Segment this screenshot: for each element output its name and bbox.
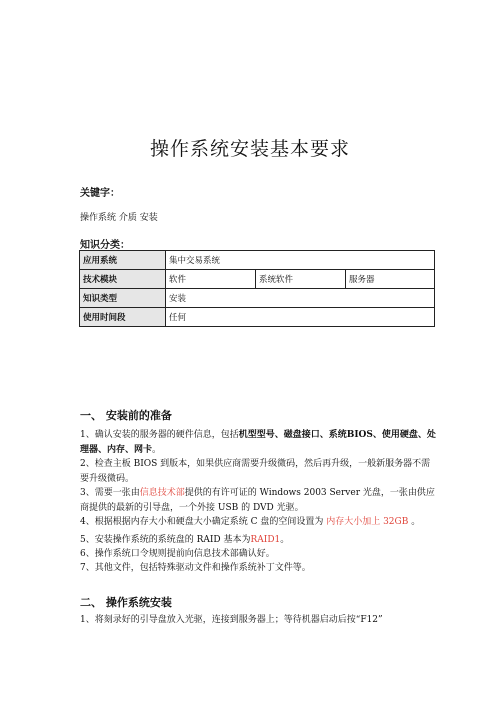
section-heading-installation: 二、 操作系统安装 — [80, 596, 172, 609]
highlighted-text: 信息技术部 — [139, 488, 185, 498]
table-row — [80, 251, 435, 270]
highlighted-text: 内存大小加上 32GB — [326, 517, 409, 527]
text-span: 1、确认安装的服务器的硬件信息，包括 — [80, 430, 239, 440]
text-span: 4、根据根据内存大小和硬盘大小确定系统 C 盘的空间设置为 — [80, 517, 327, 527]
table-cell: 安装 — [166, 289, 435, 308]
info-table — [79, 250, 435, 327]
paragraph-8: 1、将刻录好的引导盘放入光驱，连接到服务器上；等待机器启动后按“F12” — [80, 615, 383, 625]
text-span: 。 — [408, 517, 421, 527]
table-cell: 集中交易系统 — [166, 251, 435, 270]
paragraph-3 — [80, 486, 436, 515]
table-row — [80, 308, 435, 327]
page-title: 操作系统安装基本要求 — [149, 138, 350, 160]
keywords-text: 操作系统 介质 安装 — [80, 213, 158, 223]
paragraph-4 — [80, 515, 436, 530]
text-span: 提供的有许可证的 Windows 2003 Server 光盘，一张由供应商提供的最新的引导盘，一个外接 USB 的 DVD 光驱。 — [80, 488, 435, 513]
section-heading-preparation: 一、 安装前的准备 — [80, 409, 172, 422]
table-header-cell: 技术模块 — [80, 270, 166, 289]
highlighted-text: RAID1 — [250, 535, 281, 545]
keywords-label: 关键字： — [80, 188, 120, 199]
table-header-cell: 使用时间段 — [80, 308, 166, 327]
table-cell: 软件 — [166, 270, 256, 289]
table-cell: 任何 — [166, 308, 435, 327]
paragraph-6: 6、操作系统口令规则提前向信息技术部确认好。 — [80, 549, 275, 559]
category-label: 知识分类： — [80, 240, 130, 251]
table-row — [80, 270, 435, 289]
text-span: 。 — [152, 444, 162, 455]
text-span: 5、安装操作系统的系统盘的 RAID 基本为 — [80, 535, 251, 545]
paragraph-1 — [80, 428, 436, 457]
table-header-cell: 知识类型 — [80, 289, 166, 308]
text-span: 3、需要一张由 — [80, 488, 140, 498]
text-span: 。 — [280, 535, 290, 545]
table-cell: 服务器 — [346, 270, 435, 289]
bold-text: 机型型号、磁盘接口、系统BIOS、使用硬盘、处理器、内存、网卡 — [80, 430, 436, 455]
paragraph-7: 7、其他文件，包括特殊驱动文件和操作系统补丁文件等。 — [80, 563, 311, 573]
table-row — [80, 289, 435, 308]
table-header-cell: 应用系统 — [80, 251, 166, 270]
table-cell: 系统软件 — [256, 270, 346, 289]
paragraph-5 — [80, 533, 436, 548]
paragraph-2: 2、检查主板 BIOS 到版本，如果供应商需要升级微码，然后再升级，一般新服务器不需要升级微码。 — [80, 459, 431, 484]
